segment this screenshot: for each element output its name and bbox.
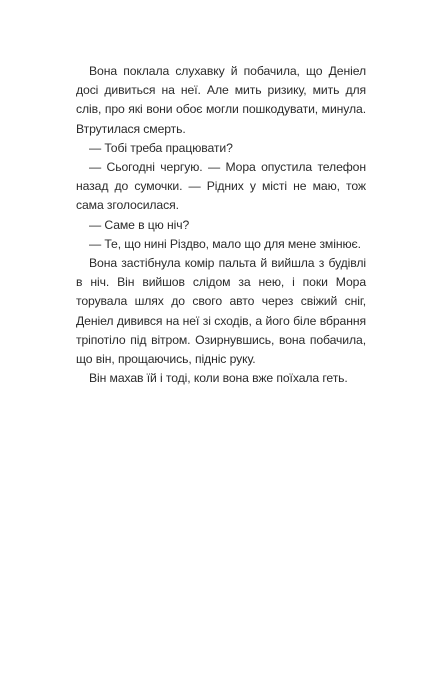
paragraph-5: — Те, що нині Різдво, мало що для мене змінює. — [89, 236, 361, 251]
book-page-text — [76, 62, 366, 388]
paragraph-4: — Саме в цю ніч? — [89, 217, 190, 232]
paragraph-7: Він махав їй і тоді, коли вона вже поїхала геть. — [89, 371, 348, 386]
paragraph-1: Вона поклала слухавку й побачила, що Деніел досі дивиться на неї. Але мить ризику, мить для слів, про які вони обоє могли пошкодувати, минула. Втрутилася смерть. — [76, 64, 366, 136]
paragraph-6: Вона застібнула комір пальта й вийшла з будівлі в ніч. Він вийшов слідом за нею, і поки Мора торувала шлях до свого авто через свіжий сніг, Деніел дивився на неї зі сходів, а його біле вбрання тріпотіло під вітром. Озирнувшись, вона побачила, що він, прощаючись, підніс руку. — [76, 256, 366, 367]
paragraph-2: — Тобі треба працювати? — [89, 140, 233, 155]
paragraph-3: — Сьогодні чергую. — Мора опустила телефон назад до сумочки. — Рідних у місті не маю, тож сама зголосилася. — [76, 160, 366, 213]
